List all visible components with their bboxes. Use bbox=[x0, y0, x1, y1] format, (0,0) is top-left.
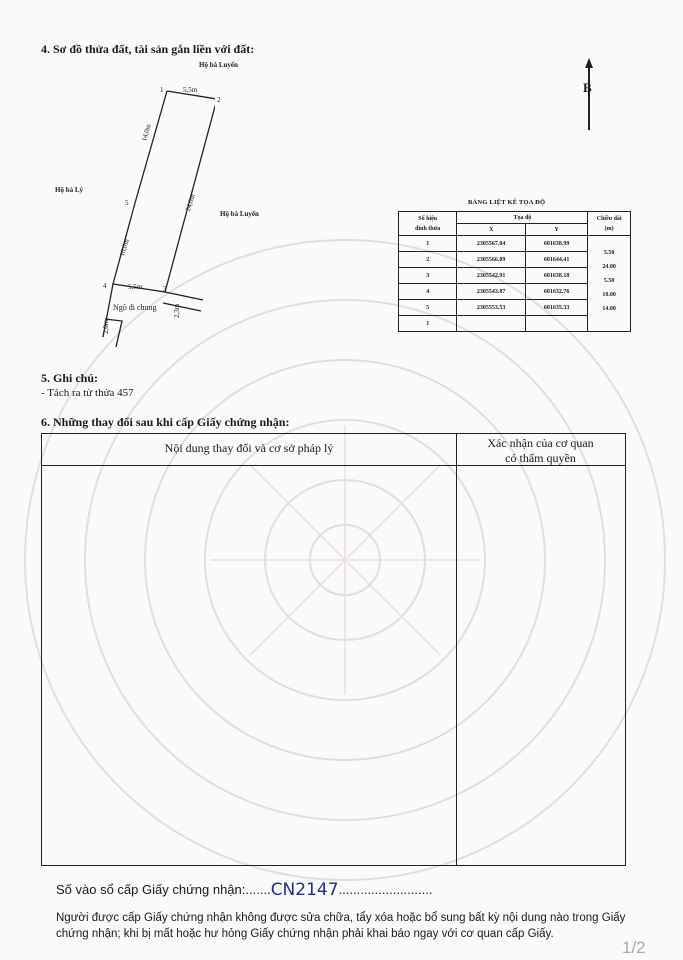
dim-lane-width: 2,0m bbox=[102, 319, 110, 334]
coord-header-x: X bbox=[457, 224, 525, 236]
section6-heading: 6. Những thay đổi sau khi cấp Giấy chứng nhận: bbox=[41, 415, 290, 429]
dim-left-upper: 14,0m bbox=[140, 123, 153, 143]
point-4: 4 bbox=[103, 282, 107, 290]
registry-label: Số vào sổ cấp Giấy chứng nhận: bbox=[56, 882, 246, 897]
registry-dots-before: ....... bbox=[245, 882, 271, 897]
section4-heading: 4. Sơ đồ thửa đất, tài sản gắn liền với đất: bbox=[41, 42, 255, 56]
registry-number: CN2147 bbox=[270, 880, 339, 900]
registry-dots-after: .......................... bbox=[338, 882, 433, 897]
dim-left-lower: 10,0m bbox=[118, 238, 131, 258]
table-row: 4 2305543.87 601632.76 bbox=[399, 284, 631, 300]
neighbor-left: Hộ bà Lý bbox=[55, 186, 84, 194]
registry-line bbox=[56, 879, 432, 899]
changes-col-approval-header: Xác nhận của cơ quan có thẩm quyền bbox=[487, 436, 594, 465]
coord-lengths: 5.50 24.00 5.50 10.00 14.00 bbox=[588, 236, 631, 332]
north-label: B bbox=[583, 80, 592, 95]
table-row: 1 2305567.04 601638.99 5.50 24.00 5.50 10.00 14.00 bbox=[399, 236, 631, 252]
point-1: 1 bbox=[160, 86, 164, 94]
table-row: 3 2305542.91 601638.18 bbox=[399, 268, 631, 284]
point-5: 5 bbox=[125, 199, 129, 207]
lane-label: Ngõ đi chung bbox=[113, 303, 157, 312]
table-row: 2 2305566.09 601644.41 bbox=[399, 252, 631, 268]
dim-top: 5,5m bbox=[183, 86, 198, 94]
changes-col-content-header: Nội dung thay đổi và cơ sở pháp lý bbox=[164, 441, 334, 455]
neighbor-top: Hộ bà Luyến bbox=[199, 61, 238, 69]
changes-table bbox=[41, 433, 626, 866]
table-row: 1 bbox=[399, 316, 631, 332]
dim-lane-depth: 2,3m bbox=[173, 303, 181, 318]
coord-header-point: Số hiệu đỉnh thửa bbox=[399, 212, 457, 236]
dim-right: 24,0m bbox=[184, 193, 197, 213]
point-3: 3 bbox=[163, 285, 167, 293]
dim-bottom: 5,5m bbox=[128, 283, 143, 291]
coord-table bbox=[398, 211, 631, 332]
section5-heading: 5. Ghi chú: bbox=[41, 371, 99, 385]
table-row: 5 2305553.53 601635.33 bbox=[399, 300, 631, 316]
section5-note: - Tách ra từ thửa 457 bbox=[41, 387, 134, 399]
coord-header-coord: Tọa độ bbox=[457, 212, 588, 224]
notice-text: Người được cấp Giấy chứng nhận không được sửa chữa, tẩy xóa hoặc bổ sung bất kỳ nội dung nào trong Giấy chứng nhận; khi bị mất hoặc hư hỏng Giấy chứng nhận phải khai báo ngay với cơ quan cấp Giấy. bbox=[56, 912, 626, 940]
neighbor-right: Hộ bà Luyến bbox=[220, 210, 259, 218]
point-2: 2 bbox=[217, 96, 221, 104]
coord-table-title: BẢNG LIỆT KÊ TỌA ĐỘ bbox=[468, 199, 546, 206]
column-divider bbox=[456, 434, 457, 865]
coord-header-length: Chiều dài (m) bbox=[588, 212, 631, 236]
page-indicator: 1/2 bbox=[622, 938, 646, 957]
coord-header-y: Y bbox=[525, 224, 588, 236]
